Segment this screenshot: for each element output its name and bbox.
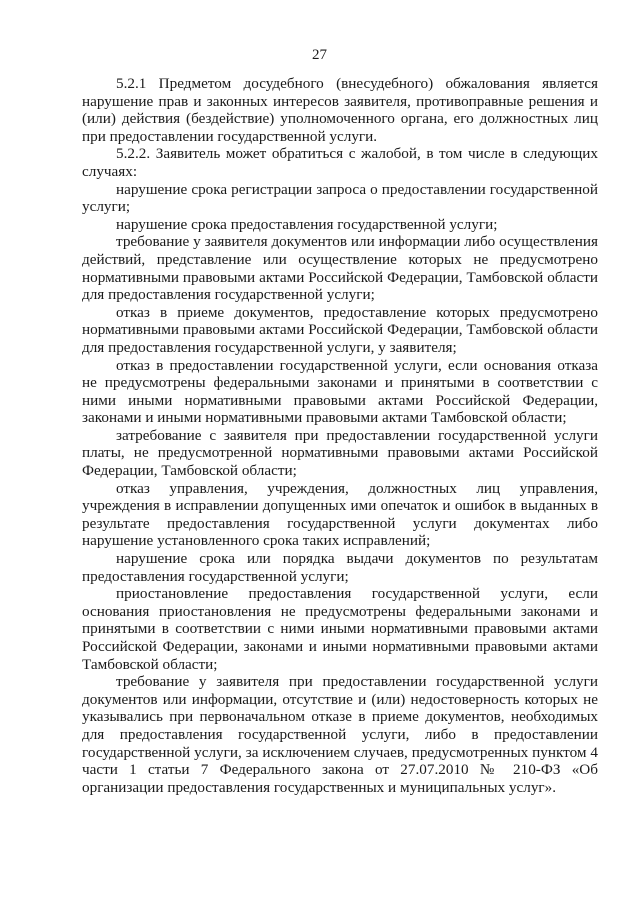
- page-number: 27: [312, 47, 327, 63]
- list-item: отказ управления, учреждения, должностных лиц управления, учреждения в исправлении допущенных ими опечаток и ошибок в выданных в результате предоставления государственной услуги документах либо нарушение установленного срока таких исправлений;: [82, 479, 598, 550]
- list-item: приостановление предоставления государственной услуги, если основания приостановления не предусмотрены федеральными законами и принятыми в соответствии с ними иными нормативными правовыми актами Российской Федерации, законами и иными нормативными правовыми актами Тамбовской области;: [82, 585, 598, 673]
- list-item: нарушение срока или порядка выдачи документов по результатам предоставления государственной услуги;: [82, 550, 598, 585]
- list-item: отказ в предоставлении государственной услуги, если основания отказа не предусмотрены федеральными законами и принятыми в соответствии с ними иными нормативными правовыми актами Российской Федерации, законами и иными нормативными правовыми актами Тамбовской области;: [82, 356, 598, 427]
- paragraph-5-2-2: 5.2.2. Заявитель может обратиться с жалобой, в том числе в следующих случаях:: [82, 145, 598, 180]
- list-item: требование у заявителя документов или информации либо осуществления действий, представление или осуществление которых не предусмотрено нормативными правовыми актами Российской Федерации, Тамбовской области для предоставления государственной услуги;: [82, 233, 598, 304]
- document-body: [82, 75, 598, 796]
- list-item: затребование с заявителя при предоставлении государственной услуги платы, не предусмотренной нормативными правовыми актами Российской Федерации, Тамбовской области;: [82, 426, 598, 480]
- paragraph-5-2-1: 5.2.1 Предметом досудебного (внесудебного) обжалования является нарушение прав и законных интересов заявителя, противоправные решения и (или) действия (бездействие) уполномоченного органа, его должностных лиц при предоставлении государственной услуги.: [82, 75, 598, 145]
- list-item: нарушение срока предоставления государственной услуги;: [116, 215, 498, 233]
- list-item: нарушение срока регистрации запроса о предоставлении государственной услуги;: [82, 180, 598, 216]
- list-item: отказ в приеме документов, предоставление которых предусмотрено нормативными правовыми актами Российской Федерации, Тамбовской области для предоставления государственной услуги, у заявителя;: [82, 303, 598, 356]
- list-item: требование у заявителя при предоставлении государственной услуги документов или информации, отсутствие и (или) недостоверность которых не указывались при первоначальном отказе в приеме документов, необходимых для предоставления государственной услуги, либо в предоставлении государственной услуги, за исключением случаев, предусмотренных пунктом 4 части 1 статьи 7 Федерального закона от 27.07.2010 № 210-ФЗ «Об организации предоставления государственных и муниципальных услуг».: [82, 673, 598, 796]
